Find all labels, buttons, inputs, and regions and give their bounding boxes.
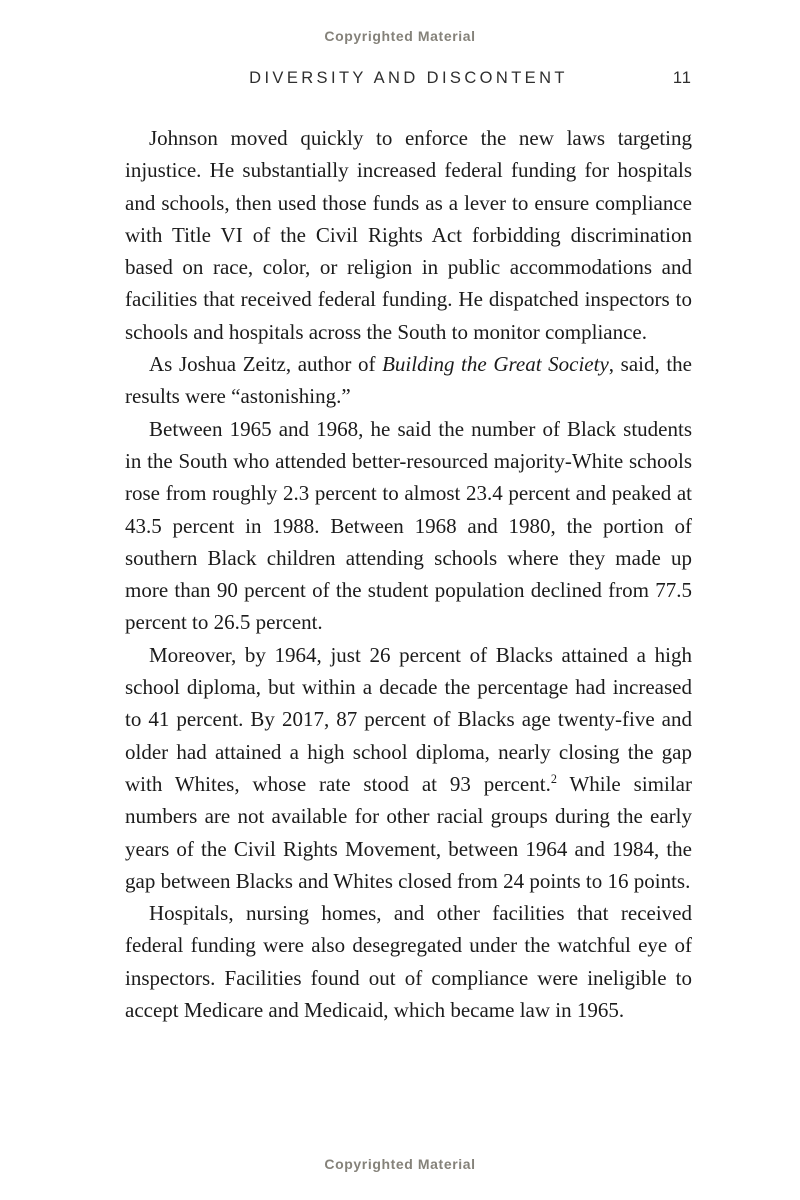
paragraph-text: Moreover, by 1964, just 26 percent of Blacks attained a high school diploma, but within a decade the percentage had increased to 41 percent. By 2017, 87 percent of Blacks age twenty-five and older had attained a high school diploma, nearly closing the gap with Whites, whose rate stood at 93 percent.: [125, 642, 692, 796]
running-header: [125, 69, 692, 91]
footnote-reference-2: 2: [550, 771, 557, 786]
paragraph-text: Johnson moved quickly to enforce the new laws targeting injustice. He substantially increased federal funding for hospitals and schools, then used those funds as a lever to ensure compliance with Title VI of the Civil Rights Act forbidding discrimination based on race, color, or religion in public accommodations and facilities that received federal funding. He dispatched inspectors to schools and hospitals across the South to monitor compliance.: [125, 126, 692, 344]
paragraph-text: Hospitals, nursing homes, and other facilities that received federal funding were also desegregated under the watchful eye of inspectors. Facilities found out of compliance were ineligible to accept Medicare and Medicaid, which became law in 1965.: [125, 901, 692, 1023]
paragraph: [125, 413, 692, 639]
paragraph-text: While similar numbers are not available for other racial groups during the early years of the Civil Rights Movement, between 1964 and 1984, the gap between Blacks and Whites closed from 24 points to 16 points.: [125, 771, 692, 893]
paragraph: [125, 897, 692, 1026]
paragraph-text: As Joshua Zeitz, author of: [149, 352, 383, 377]
paragraph: [125, 348, 692, 413]
paragraph: [125, 639, 692, 897]
page-number: 11: [672, 69, 692, 87]
chapter-title: DIVERSITY AND DISCONTENT: [249, 69, 568, 87]
copyright-notice-bottom: Copyrighted Material: [324, 1156, 476, 1172]
book-title-italic: Building the Great Society: [382, 352, 609, 377]
body-text: [125, 122, 692, 1026]
paragraph-text: Between 1965 and 1968, he said the number of Black students in the South who attended better-resourced majority-White schools rose from roughly 2.3 percent to almost 23.4 percent and peaked at 43.5 percent in 1988. Between 1968 and 1980, the portion of southern Black children attending schools where they made up more than 90 percent of the student population declined from 77.5 percent to 26.5 percent.: [125, 416, 692, 635]
paragraph: [125, 122, 692, 348]
copyright-notice-top: Copyrighted Material: [324, 28, 476, 44]
paragraph-text: , said, the results were “astonishing.”: [125, 352, 692, 409]
